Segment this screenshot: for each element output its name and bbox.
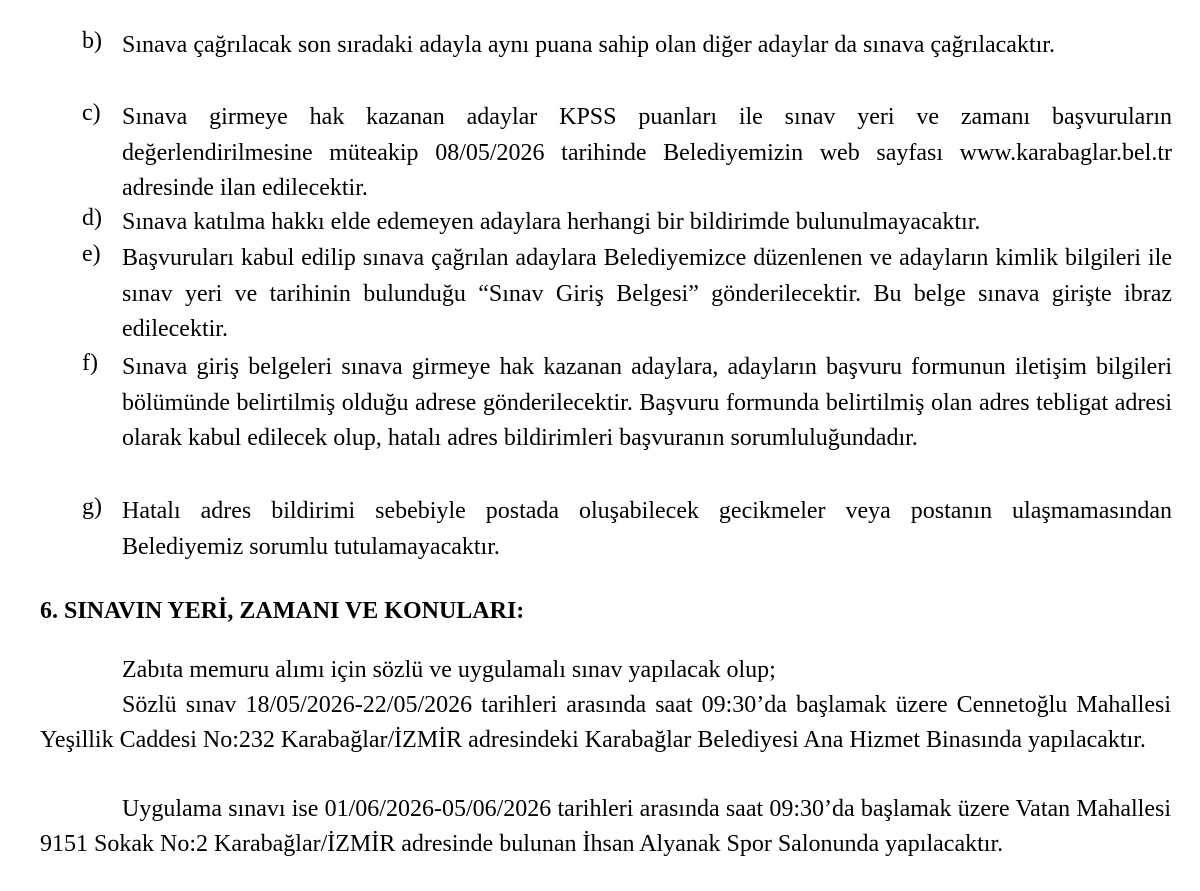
list-item-text: Sınava girmeye hak kazanan adaylar KPSS puanları ile sınav yeri ve zamanı başvuruların değerlendirilmesine müteakip 08/05/2026 tarihinde Belediyemizin web sayfası www.karabaglar.bel.tr adresinde ilan edilecektir. [122,104,1172,201]
list-item-f [82,350,1172,457]
paragraph-practical-exam: Uygulama sınavı ise 01/06/2026-05/06/2026 tarihleri arasında saat 09:30’da başlamak üzere Vatan Mahallesi 9151 Sokak No:2 Karabağlar/İZMİR adresinde bulunan İhsan Alyanak Spor Salonunda yapılacaktır. [40,796,1171,857]
list-item-text: Hatalı adres bildirimi sebebiyle postada oluşabilecek gecikmeler veya postanın ulaşmamasından Belediyemiz sorumlu tutulamayacaktır. [122,498,1172,560]
paragraph-oral-exam: Sözlü sınav 18/05/2026-22/05/2026 tarihleri arasında saat 09:30’da başlamak üzere Cennetoğlu Mahallesi Yeşillik Caddesi No:232 Karabağlar/İZMİR adresindeki Karabağlar Belediyesi Ana Hizmet Binasında yapılacaktır. [40,692,1171,753]
list-item-g [82,494,1172,565]
list-item-d [82,205,1172,241]
list-item-text: Sınava katılma hakkı elde edemeyen adaylara herhangi bir bildirimde bulunulmayacaktır. [122,209,981,235]
list-item-text: Başvuruları kabul edilip sınava çağrılan adaylara Belediyemizce düzenlenen ve adayların kimlik bilgileri ile sınav yeri ve tarihinin bulunduğu “Sınav Giriş Belgesi” gönderilecektir. Bu belge sınava girişte ibraz edilecektir. [122,245,1172,342]
list-item-text: Sınava çağrılacak son sıradaki adayla aynı puana sahip olan diğer adaylar da sınava çağrılacaktır. [122,32,1055,58]
paragraph-intro: Zabıta memuru alımı için sözlü ve uygulamalı sınav yapılacak olup; [122,657,776,683]
section-heading: 6. SINAVIN YERİ, ZAMANI VE KONULARI: [40,598,525,624]
list-marker: d) [82,205,102,231]
list-item-text: Sınava giriş belgeleri sınava girmeye hak kazanan adaylara, adayların başvuru formunun iletişim bilgileri bölümünde belirtilmiş olduğu adrese gönderilecektir. Başvuru formunda belirtilmiş olan adres tebligat adresi olarak kabul edilecek olup, hatalı adres bildirimleri başvuranın sorumluluğundadır. [122,354,1172,451]
list-marker: c) [82,100,101,126]
list-marker: g) [82,494,102,520]
list-marker: e) [82,241,101,267]
list-marker: f) [82,350,98,376]
list-item-e [82,241,1172,348]
list-marker: b) [82,28,102,54]
list-item-b [82,28,1172,64]
list-item-c [82,100,1172,207]
